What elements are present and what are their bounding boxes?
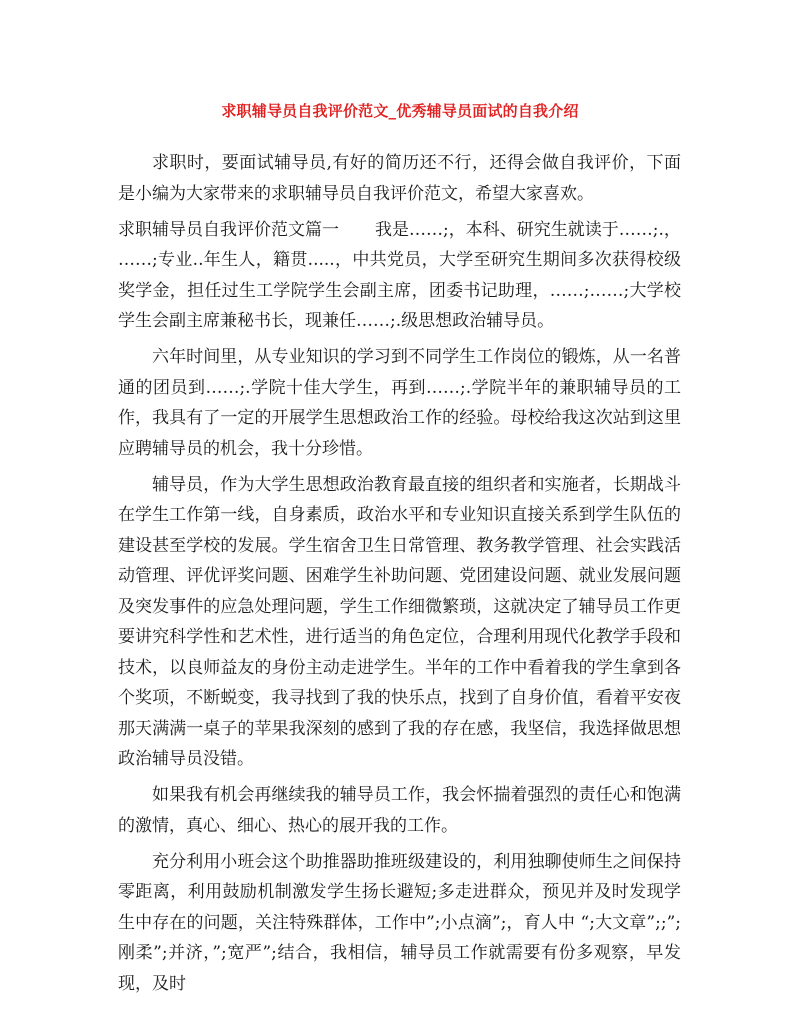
section-heading: 求职辅导员自我评价范文篇一 (118, 219, 339, 240)
section-continuation: ……;专业..年生人，籍贯.....，中共党员，大学至研究生期间多次获得校级奖学金，担任过生工学院学生会副主席，团委书记助理，……;……;大学校学生会副主席兼秘书长，现兼任……;.级思想政治辅导员。 (118, 250, 681, 331)
body-paragraph-2: 辅导员，作为大学生思想政治教育最直接的组织者和实施者，长期战斗在学生工作第一线，自身素质，政治水平和专业知识直接关系到学生队伍的建设甚至学校的发展。学生宿舍卫生日常管理、教务教学管理、社会实践活动管理、评优评奖问题、困难学生补助问题、党团建设问题、就业发展问题及突发事件的应急处理问题，学生工作细微繁琐，这就决定了辅导员工作更要讲究科学性和艺术性，进行适当的角色定位，合理利用现代化教学手段和技术，以良师益友的身份主动走进学生。半年的工作中看着我的学生拿到各个奖项，不断蜕变，我寻找到了我的快乐点，找到了自身价值，看着平安夜那天满满一桌子的苹果我深刻的感到了我的存在感，我坚信，我选择做思想政治辅导员没错。 (118, 474, 681, 769)
body-paragraph-4: 充分利用小班会这个助推器助推班级建设的，利用独聊使师生之间保持零距离，利用鼓励机制激发学生扬长避短;多走进群众，预见并及时发现学生中存在的问题，关注特殊群体，工作中”;小点滴”;，育人中 “;大文章”;;”;刚柔”;并济，”;宽严”;结合，我相信，辅导员工作就需要有份多观察，早发现，及时 (118, 851, 681, 994)
body-paragraph-1: 六年时间里，从专业知识的学习到不同学生工作岗位的锻炼，从一名普通的团员到……;.学院十佳大学生，再到……;.学院半年的兼职辅导员的工作，我具有了一定的开展学生思想政治工作的经验。母校给我这次站到这里应聘辅导员的机会，我十分珍惜。 (118, 347, 681, 459)
body-paragraph-3: 如果我有机会再继续我的辅导员工作，我会怀揣着强烈的责任心和饱满的激情，真心、细心、热心的展开我的工作。 (118, 785, 681, 836)
section-intro-text: 我是……;，本科、研究生就读于……;.， (375, 219, 681, 240)
intro-paragraph: 求职时，要面试辅导员,有好的简历还不行，还得会做自我评价，下面是小编为大家带来的求职辅导员自我评价范文，希望大家喜欢。 (118, 153, 681, 204)
section-first-line (118, 215, 681, 246)
document-body (118, 148, 681, 1005)
document-title: 求职辅导员自我评价范文_优秀辅导员面试的自我介绍 (221, 102, 579, 120)
